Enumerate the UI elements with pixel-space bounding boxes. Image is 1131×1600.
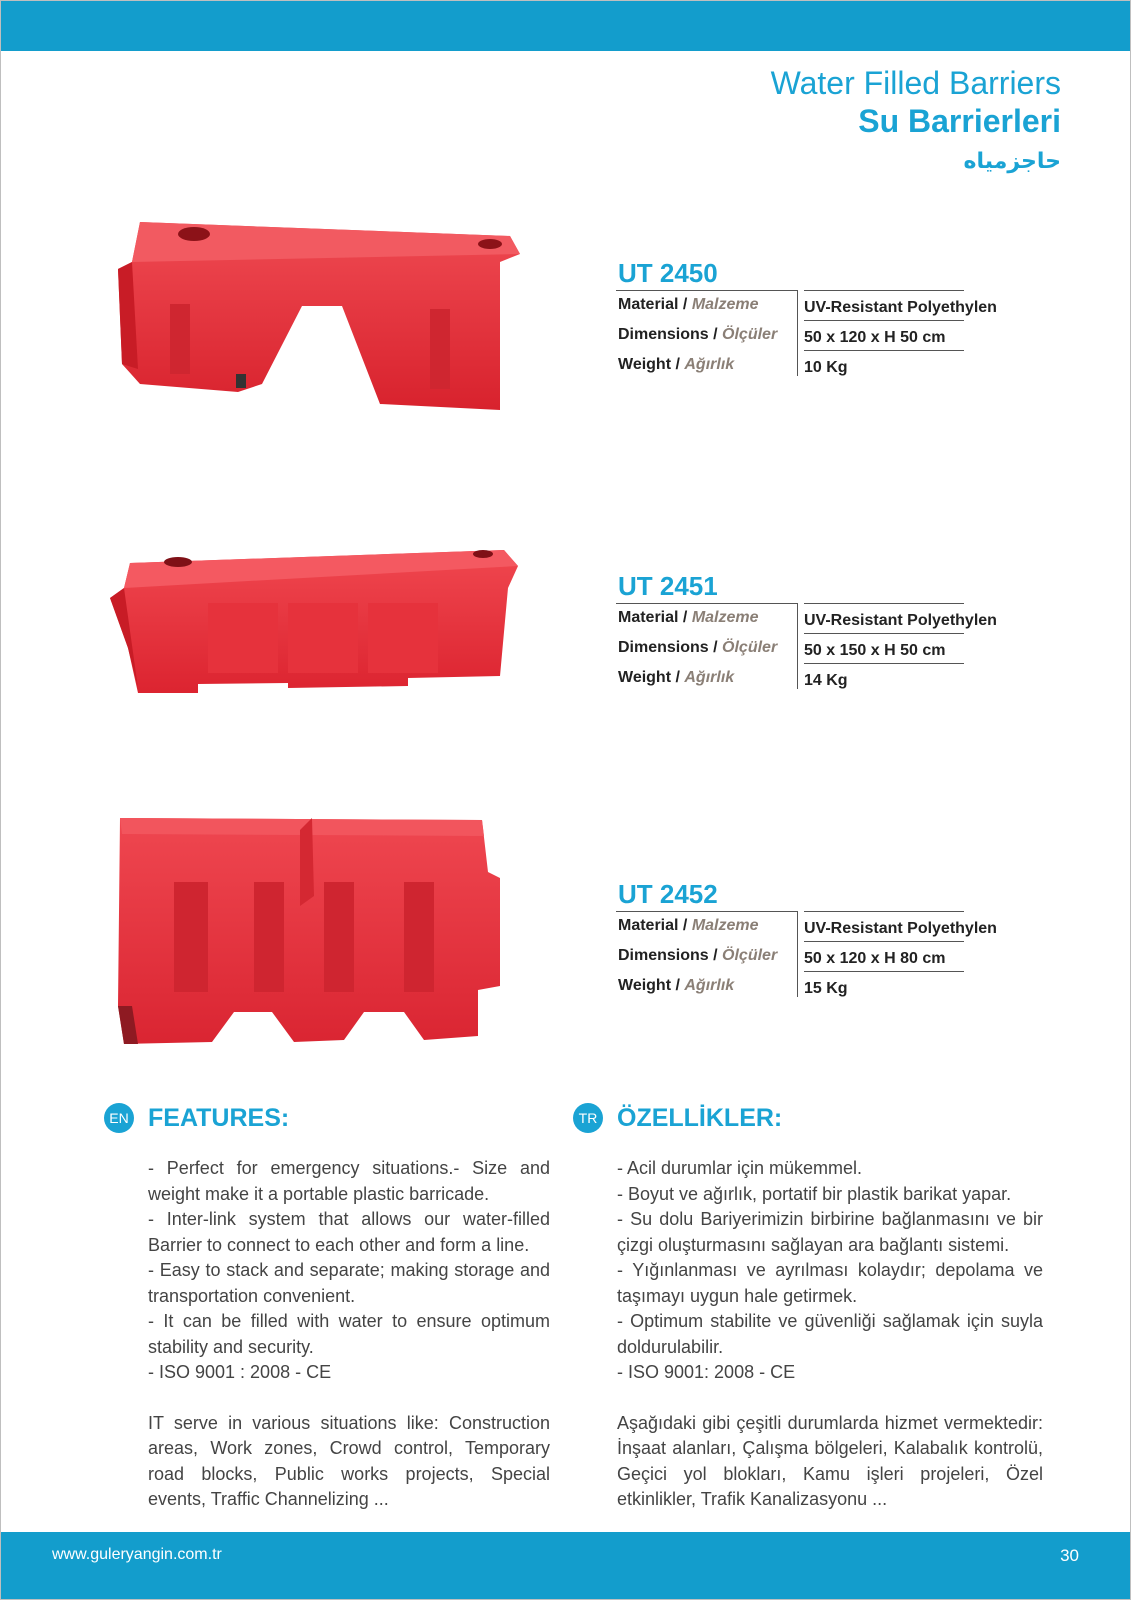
spec-row-weight xyxy=(618,971,1008,1001)
page-number: 30 xyxy=(1060,1546,1079,1565)
spec-top-rule xyxy=(616,603,798,604)
features-turkish xyxy=(573,1101,1043,1513)
spec-label: Weight / Ağırlık xyxy=(618,977,735,994)
spec-table xyxy=(618,911,1008,1001)
footer-website-link[interactable]: www.guleryangin.com.tr xyxy=(52,1546,222,1563)
feature-line: - Boyut ve ağırlık, portatif bir plastik barikat yapar. xyxy=(617,1183,1012,1204)
title-english: Water Filled Barriers xyxy=(770,65,1061,101)
feature-line: - Acil durumlar için mükemmel. xyxy=(617,1158,863,1178)
product-image-ut2450 xyxy=(110,214,525,419)
spec-row-dimensions xyxy=(618,941,1008,971)
spec-row-material xyxy=(618,603,1008,633)
feature-line: - It can be filled with water to ensure optimum stability and security. xyxy=(148,1311,550,1357)
feature-line: - Optimum stabilite ve güvenliği sağlamak için suyla doldurulabilir. xyxy=(617,1311,1043,1357)
features-title: ÖZELLİKLER: xyxy=(617,1103,783,1132)
feature-line: - Inter-link system that allows our water-filled Barrier to connect to each other and form a line. xyxy=(148,1209,550,1255)
feature-line: - Yığınlanması ve ayrılması kolaydır; depolama ve taşımayı uygun hale getirmek. xyxy=(617,1260,1043,1306)
spec-value: UV-Resistant Polyethylen xyxy=(804,603,964,633)
title-arabic: حاجزمياه xyxy=(963,148,1061,173)
features-english xyxy=(104,1101,550,1513)
product-code: UT 2451 xyxy=(618,571,718,601)
spec-value: 50 x 150 x H 50 cm xyxy=(804,633,964,663)
spec-row-material xyxy=(618,911,1008,941)
spec-label: Dimensions / Ölçüler xyxy=(618,326,778,343)
features-header xyxy=(573,1101,1043,1135)
spec-value: 14 Kg xyxy=(804,663,964,693)
spec-label: Material / Malzeme xyxy=(618,917,759,934)
spec-top-rule xyxy=(616,911,798,912)
features-body xyxy=(148,1156,550,1513)
page-heading xyxy=(771,64,1061,178)
spec-divider xyxy=(797,603,798,689)
spec-table xyxy=(618,603,1008,693)
spec-divider xyxy=(797,911,798,997)
spec-value: UV-Resistant Polyethylen xyxy=(804,290,964,320)
spec-label: Material / Malzeme xyxy=(618,296,759,313)
spec-label: Material / Malzeme xyxy=(618,609,759,626)
spec-row-material xyxy=(618,290,1008,320)
spec-row-dimensions xyxy=(618,320,1008,350)
spec-label: Dimensions / Ölçüler xyxy=(618,947,778,964)
feature-line: - Easy to stack and separate; making storage and transportation convenient. xyxy=(148,1260,550,1306)
usage-paragraph: IT serve in various situations like: Construction areas, Work zones, Crowd control, Temporary road blocks, Public works projects, Special events, Traffic Channelizing ... xyxy=(148,1412,550,1509)
bottom-color-band xyxy=(1,1532,1130,1599)
spec-label: Weight / Ağırlık xyxy=(618,356,735,373)
spec-label: Weight / Ağırlık xyxy=(618,669,735,686)
features-body xyxy=(617,1156,1043,1513)
spec-value: 50 x 120 x H 80 cm xyxy=(804,941,964,971)
usage-paragraph: Aşağıdaki gibi çeşitli durumlarda hizmet vermektedir: İnşaat alanları, Çalışma bölgeleri, Kalabalık kontrolü, Geçici yol blokları, Kamu işleri projeleri, Özel etkinlikler, Trafik Kanalizasyonu ... xyxy=(617,1412,1043,1509)
language-badge-en: EN xyxy=(104,1103,134,1133)
spec-row-weight xyxy=(618,663,1008,693)
features-title: FEATURES: xyxy=(148,1103,290,1132)
spec-block-ut2452 xyxy=(618,877,1008,1001)
spec-top-rule xyxy=(616,290,798,291)
product-image-ut2451 xyxy=(108,548,523,713)
spec-value: 15 Kg xyxy=(804,971,964,1001)
spec-block-ut2451 xyxy=(618,569,1008,693)
title-turkish: Su Barrierleri xyxy=(858,103,1061,139)
spec-block-ut2450 xyxy=(618,256,1008,380)
product-code: UT 2452 xyxy=(618,879,718,909)
spec-row-weight xyxy=(618,350,1008,380)
feature-line: - ISO 9001: 2008 - CE xyxy=(617,1362,796,1382)
spec-row-dimensions xyxy=(618,633,1008,663)
feature-line: - ISO 9001 : 2008 - CE xyxy=(148,1362,332,1382)
product-image-ut2452 xyxy=(114,806,514,1066)
product-code: UT 2450 xyxy=(618,258,718,288)
spec-value: 10 Kg xyxy=(804,350,964,380)
spec-table xyxy=(618,290,1008,380)
features-header xyxy=(104,1101,550,1135)
top-color-band xyxy=(1,1,1130,51)
feature-line: - Perfect for emergency situations.- Size and weight make it a portable plastic barricade. xyxy=(148,1158,550,1204)
spec-value: UV-Resistant Polyethylen xyxy=(804,911,964,941)
spec-value: 50 x 120 x H 50 cm xyxy=(804,320,964,350)
spec-divider xyxy=(797,290,798,376)
spec-label: Dimensions / Ölçüler xyxy=(618,639,778,656)
feature-line: - Su dolu Bariyerimizin birbirine bağlanmasını ve bir çizgi oluşturmasını sağlayan ara bağlantı sistemi. xyxy=(617,1209,1043,1255)
language-badge-tr: TR xyxy=(573,1103,603,1133)
